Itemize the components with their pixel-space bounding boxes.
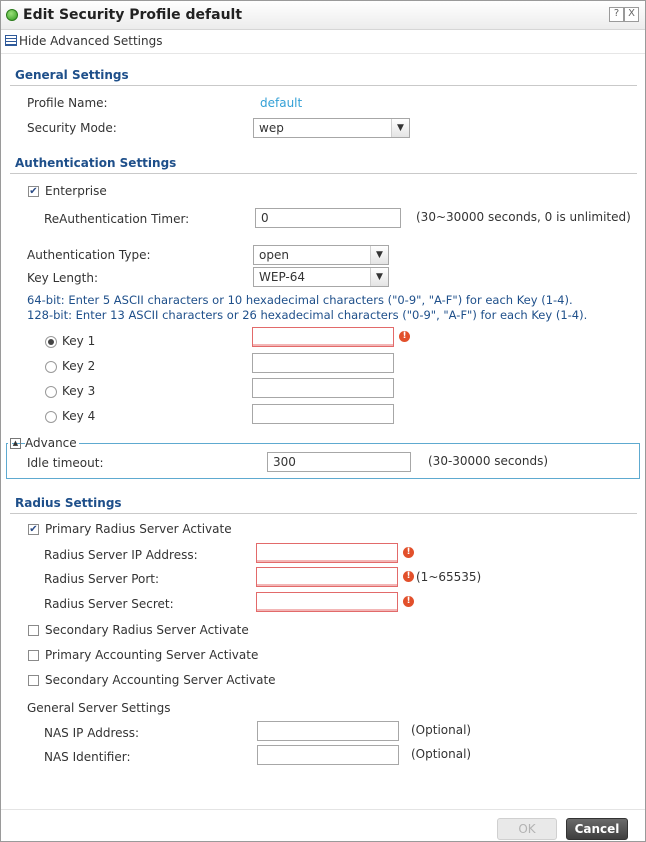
radius-secret-label: Radius Server Secret: [44,597,174,611]
authentication-settings-heading: Authentication Settings [15,156,177,170]
authentication-type-value: open [259,248,289,262]
dialog-title: Edit Security Profile default [23,7,243,23]
key-note-128bit: 128-bit: Enter 13 ASCII characters or 26 hexadecimal characters ("0-9", "A-F") for each Key (1-4). [27,308,588,322]
secondary-radius-label: Secondary Radius Server Activate [45,623,249,637]
footer-divider [1,809,645,810]
chevron-down-icon: ▼ [370,268,388,286]
radius-settings-heading: Radius Settings [15,496,122,510]
help-icon[interactable]: ? [609,7,624,22]
key-4-radio[interactable] [45,411,57,423]
nas-ip-label: NAS IP Address: [44,726,140,740]
nas-identifier-label: NAS Identifier: [44,750,131,764]
reauth-timer-input[interactable]: 0 [255,208,401,228]
radius-ip-input[interactable] [256,543,398,563]
key-4-label: Key 4 [62,409,96,423]
key-length-value: WEP-64 [259,270,306,284]
title-bar [1,1,645,30]
key-3-radio[interactable] [45,386,57,398]
primary-accounting-checkbox[interactable] [28,650,39,661]
authentication-type-label: Authentication Type: [27,248,151,262]
security-mode-value: wep [259,121,284,135]
key-length-select[interactable] [253,267,389,287]
primary-radius-label: Primary Radius Server Activate [45,522,232,536]
hide-advanced-label: Hide Advanced Settings [19,34,163,48]
nas-ip-hint: (Optional) [411,723,472,737]
radius-port-hint: (1~65535) [416,570,482,584]
authentication-type-select[interactable] [253,245,389,265]
idle-timeout-hint: (30-30000 seconds) [428,454,548,468]
advance-label: Advance [25,436,77,450]
radius-settings-divider [10,513,637,514]
general-settings-heading: General Settings [15,68,129,82]
key-1-radio[interactable] [45,336,57,348]
security-mode-label: Security Mode: [27,121,117,135]
radius-secret-input[interactable] [256,592,398,612]
close-icon[interactable]: X [624,7,639,22]
primary-radius-checkbox[interactable]: ✔ [29,524,38,535]
chevron-down-icon: ▼ [370,246,388,264]
enterprise-checkbox[interactable]: ✔ [29,186,38,197]
key-2-radio[interactable] [45,361,57,373]
nas-identifier-input[interactable] [257,745,399,765]
secondary-radius-checkbox[interactable] [28,625,39,636]
security-mode-select[interactable] [253,118,410,138]
key-4-input[interactable] [252,404,394,424]
nas-ip-input[interactable] [257,721,399,741]
collapse-icon: ▲ [10,438,21,449]
toolbar [1,29,645,54]
key-note-64bit: 64-bit: Enter 5 ASCII characters or 10 hexadecimal characters ("0-9", "A-F") for each Key (1-4). [27,293,573,307]
general-server-settings-label: General Server Settings [27,701,171,715]
authentication-settings-divider [10,173,637,174]
nas-identifier-hint: (Optional) [411,747,472,761]
general-settings-divider [10,85,637,86]
advance-legend[interactable] [8,436,77,450]
key-length-label: Key Length: [27,271,99,285]
key-1-label: Key 1 [62,334,96,348]
radius-port-label: Radius Server Port: [44,572,160,586]
exclamation-icon: ! [403,571,414,582]
key-3-label: Key 3 [62,384,96,398]
cancel-button[interactable]: Cancel [566,818,628,840]
key-2-label: Key 2 [62,359,96,373]
profile-name-label: Profile Name: [27,96,108,110]
reauth-timer-label: ReAuthentication Timer: [44,212,190,226]
key-1-input[interactable] [252,327,394,347]
key-2-input[interactable] [252,353,394,373]
profile-name-value: default [260,96,303,110]
radius-port-input[interactable] [256,567,398,587]
ok-button[interactable]: OK [497,818,557,840]
exclamation-icon: ! [403,547,414,558]
list-icon [5,35,17,46]
key-3-input[interactable] [252,378,394,398]
secondary-accounting-checkbox[interactable] [28,675,39,686]
radius-ip-label: Radius Server IP Address: [44,548,198,562]
idle-timeout-input[interactable]: 300 [267,452,411,472]
exclamation-icon: ! [399,331,410,342]
primary-accounting-label: Primary Accounting Server Activate [45,648,259,662]
profile-status-icon [6,9,18,21]
reauth-timer-hint: (30~30000 seconds, 0 is unlimited) [416,210,631,224]
secondary-accounting-label: Secondary Accounting Server Activate [45,673,276,687]
exclamation-icon: ! [403,596,414,607]
chevron-down-icon: ▼ [391,119,409,137]
idle-timeout-label: Idle timeout: [27,456,104,470]
enterprise-label: Enterprise [45,184,107,198]
